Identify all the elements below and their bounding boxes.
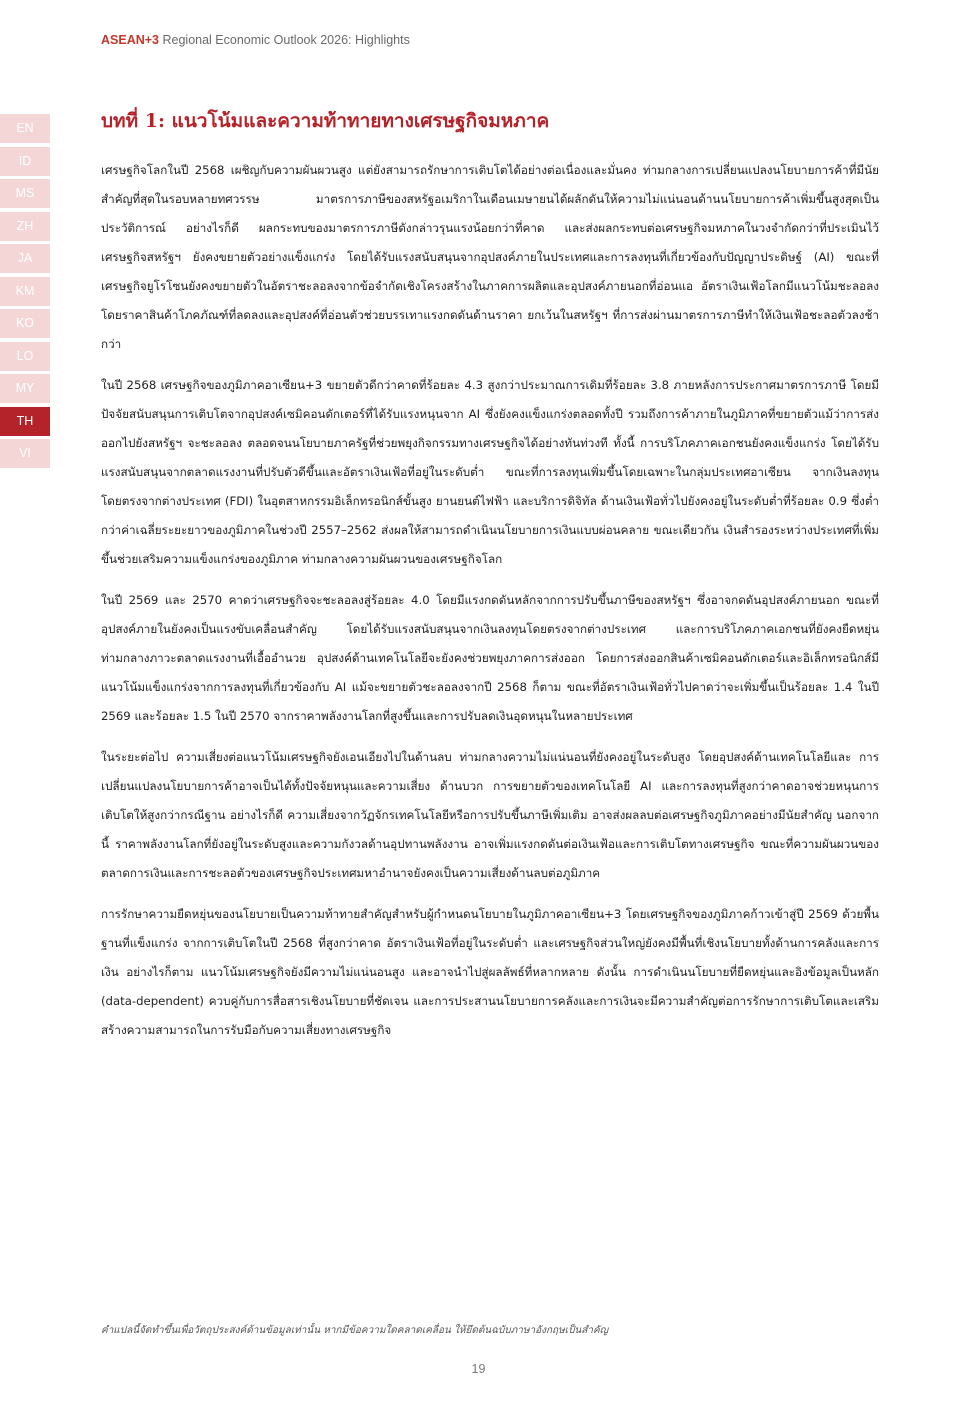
body-paragraph: ในระยะต่อไป ความเสี่ยงต่อแนวโน้มเศรษฐกิจยังเอนเอียงไปในด้านลบ ท่ามกลางความไม่แน่นอนที่ยังคงอยู่ในระดับสูง โดยอุปสงค์ด้านเทคโนโลยีและ การเปลี่ยนแปลงนโยบายการค้าอาจเป็นได้ทั้งปัจจัยหนุนและความเสี่ยง ด้านบวก การขยายตัวของเทคโนโลยี AI และการลงทุนที่สูงกว่าคาดอาจช่วยหนุนการเติบโตให้สูงกว่ากรณีฐาน อย่างไรก็ดี ความเสี่ยงจากวัฏจักรเทคโนโลยีหรือการปรับขึ้นภาษีเพิ่มเติม อาจส่งผลลบต่อเศรษฐกิจภูมิภาคอย่างมีนัยสำคัญ นอกจากนี้ ราคาพลังงานโลกที่ยังอยู่ในระดับสูงและความกังวลด้านอุปทานพลังงาน อาจเพิ่มแรงกดดันต่อเงินเฟ้อและการเติบโตทางเศรษฐกิจ ขณะที่ความผันผวนของตลาดการเงินและการชะลอตัวของเศรษฐกิจประเทศมหาอำนาจยังคงเป็นความเสี่ยงด้านลบต่อภูมิภาค	[101, 750, 879, 880]
chapter-title: บทที่ 1: แนวโน้มและความท้าทายทางเศรษฐกิจมหภาค	[101, 110, 550, 132]
language-tab-ko[interactable]: KO	[0, 309, 50, 338]
language-tabs	[0, 114, 50, 472]
body-paragraph: การรักษาความยืดหยุ่นของนโยบายเป็นความท้าทายสำคัญสำหรับผู้กำหนดนโยบายในภูมิภาคอาเซียน+3 โดยเศรษฐกิจของภูมิภาคก้าวเข้าสู่ปี 2569 ด้วยพื้นฐานที่แข็งแกร่ง จากการเติบโตในปี 2568 ที่สูงกว่าคาด อัตราเงินเฟ้อที่อยู่ในระดับต่ำ และเศรษฐกิจส่วนใหญ่ยังคงมีพื้นที่เชิงนโยบายทั้งด้านการคลังและการเงิน อย่างไรก็ตาม แนวโน้มเศรษฐกิจยังมีความไม่แน่นอนสูง และอาจนำไปสู่ผลลัพธ์ที่หลากหลาย ดังนั้น การดำเนินนโยบายที่ยืดหยุ่นและอิงข้อมูลเป็นหลัก (data-dependent) ควบคู่กับการสื่อสารเชิงนโยบายที่ชัดเจน และการประสานนโยบายการคลังและการเงินจะมีความสำคัญต่อการรักษาการเติบโตและเสริมสร้างความสามารถในการรับมือกับความเสี่ยงทางเศรษฐกิจ	[101, 907, 879, 1037]
body-paragraph: ในปี 2569 และ 2570 คาดว่าเศรษฐกิจจะชะลอลงสู่ร้อยละ 4.0 โดยมีแรงกดดันหลักจากการปรับขึ้นภาษีของสหรัฐฯ ซึ่งอาจกดดันอุปสงค์ภายนอก ขณะที่อุปสงค์ภายในยังคงเป็นแรงขับเคลื่อนสำคัญ โดยได้รับแรงสนับสนุนจากเงินลงทุนโดยตรงจากต่างประเทศ และการบริโภคภาคเอกชนที่ยังคงยืดหยุ่น ท่ามกลางภาวะตลาดแรงงานที่เอื้ออำนวย อุปสงค์ด้านเทคโนโลยีจะยังคงช่วยพยุงภาคการส่งออก โดยการส่งออกสินค้าเซมิคอนดักเตอร์และอิเล็กทรอนิกส์มีแนวโน้มแข็งแกร่งจากการลงทุนที่เกี่ยวข้องกับ AI แม้จะขยายตัวชะลอลงจากปี 2568 ก็ตาม ขณะที่อัตราเงินเฟ้อทั่วไปคาดว่าจะเพิ่มขึ้นเป็นร้อยละ 1.4 ในปี 2569 และร้อยละ 1.5 ในปี 2570 จากราคาพลังงานโลกที่สูงขึ้นและการปรับลดเงินอุดหนุนในหลายประเทศ	[101, 593, 879, 723]
language-tab-en[interactable]: EN	[0, 114, 50, 143]
language-tab-km[interactable]: KM	[0, 277, 50, 306]
report-brand: ASEAN+3	[101, 33, 160, 47]
language-tab-ms[interactable]: MS	[0, 179, 50, 208]
body-paragraph: เศรษฐกิจโลกในปี 2568 เผชิญกับความผันผวนสูง แต่ยังสามารถรักษาการเติบโตได้อย่างต่อเนื่องและมั่นคง ท่ามกลางการเปลี่ยนแปลงนโยบายการค้าที่มีนัยสำคัญที่สุดในรอบหลายทศวรรษ มาตรการภาษีของสหรัฐอเมริกาในเดือนเมษายนได้ผลักดันให้ความไม่แน่นอนด้านนโยบายการค้าเพิ่มขึ้นสูงสุดเป็นประวัติการณ์ อย่างไรก็ดี ผลกระทบของมาตรการภาษีดังกล่าวรุนแรงน้อยกว่าที่คาด และส่งผลกระทบต่อเศรษฐกิจมหภาคในวงจำกัดกว่าที่ประเมินไว้ เศรษฐกิจสหรัฐฯ ยังคงขยายตัวอย่างแข็งแกร่ง โดยได้รับแรงสนับสนุนจากอุปสงค์ภายในประเทศและการลงทุนที่เกี่ยวข้องกับปัญญาประดิษฐ์ (AI) ขณะที่เศรษฐกิจยูโรโซนยังคงขยายตัวในอัตราชะลอลงจากข้อจำกัดเชิงโครงสร้างในภาคการผลิตและอุปสงค์ภายนอกที่อ่อนแอ อัตราเงินเฟ้อโลกมีแนวโน้มชะลอลง โดยราคาสินค้าโภคภัณฑ์ที่ลดลงและอุปสงค์ที่อ่อนตัวช่วยบรรเทาแรงกดดันด้านราคา ยกเว้นในสหรัฐฯ ที่การส่งผ่านมาตรการภาษีทำให้เงินเฟ้อชะลอตัวลงช้ากว่า	[101, 163, 879, 351]
language-tab-zh[interactable]: ZH	[0, 212, 50, 241]
language-tab-vi[interactable]: VI	[0, 439, 50, 468]
language-tab-th[interactable]: TH	[0, 407, 50, 436]
report-header	[101, 33, 410, 47]
translation-disclaimer: คำแปลนี้จัดทำขึ้นเพื่อวัตถุประสงค์ด้านข้อมูลเท่านั้น หากมีข้อความใดคลาดเคลื่อน ให้ยึดต้นฉบับภาษาอังกฤษเป็นสำคัญ	[101, 1325, 609, 1336]
language-tab-lo[interactable]: LO	[0, 342, 50, 371]
chapter-body	[101, 156, 879, 1057]
language-tab-ja[interactable]: JA	[0, 244, 50, 273]
body-paragraph: ในปี 2568 เศรษฐกิจของภูมิภาคอาเซียน+3 ขยายตัวดีกว่าคาดที่ร้อยละ 4.3 สูงกว่าประมาณการเดิมที่ร้อยละ 3.8 ภายหลังการประกาศมาตรการภาษี โดยมีปัจจัยสนับสนุนการเติบโตจากอุปสงค์เซมิคอนดักเตอร์ที่ได้รับแรงหนุนจาก AI ซึ่งยังคงแข็งแกร่งตลอดทั้งปี รวมถึงการค้าภายในภูมิภาคที่ขยายตัวแม้ว่าการส่งออกไปยังสหรัฐฯ จะชะลอลง ตลอดจนนโยบายภาครัฐที่ช่วยพยุงกิจกรรมทางเศรษฐกิจได้อย่างทันท่วงที ทั้งนี้ การบริโภคภาคเอกชนยังคงแข็งแกร่ง โดยได้รับแรงสนับสนุนจากตลาดแรงงานที่ปรับตัวดีขึ้นและอัตราเงินเฟ้อที่อยู่ในระดับต่ำ ขณะที่การลงทุนเพิ่มขึ้นโดยเฉพาะในกลุ่มประเทศอาเซียน จากเงินลงทุนโดยตรงจากต่างประเทศ (FDI) ในอุตสาหกรรมอิเล็กทรอนิกส์ขั้นสูง ยานยนต์ไฟฟ้า และบริการดิจิทัล ด้านเงินเฟ้อทั่วไปยังคงอยู่ในระดับต่ำที่ร้อยละ 0.9 ซึ่งต่ำกว่าค่าเฉลี่ยระยะยาวของภูมิภาคในช่วงปี 2557–2562 ส่งผลให้สามารถดำเนินนโยบายการเงินแบบผ่อนคลาย ขณะเดียวกัน เงินสำรองระหว่างประเทศที่เพิ่มขึ้นช่วยเสริมความแข็งแกร่งของภูมิภาค ท่ามกลางความผันผวนของเศรษฐกิจโลก	[101, 378, 879, 566]
report-subtitle: Regional Economic Outlook 2026: Highlights	[159, 33, 410, 47]
page-number: 19	[471, 1362, 486, 1376]
language-tab-my[interactable]: MY	[0, 374, 50, 403]
language-tab-id[interactable]: ID	[0, 147, 50, 176]
